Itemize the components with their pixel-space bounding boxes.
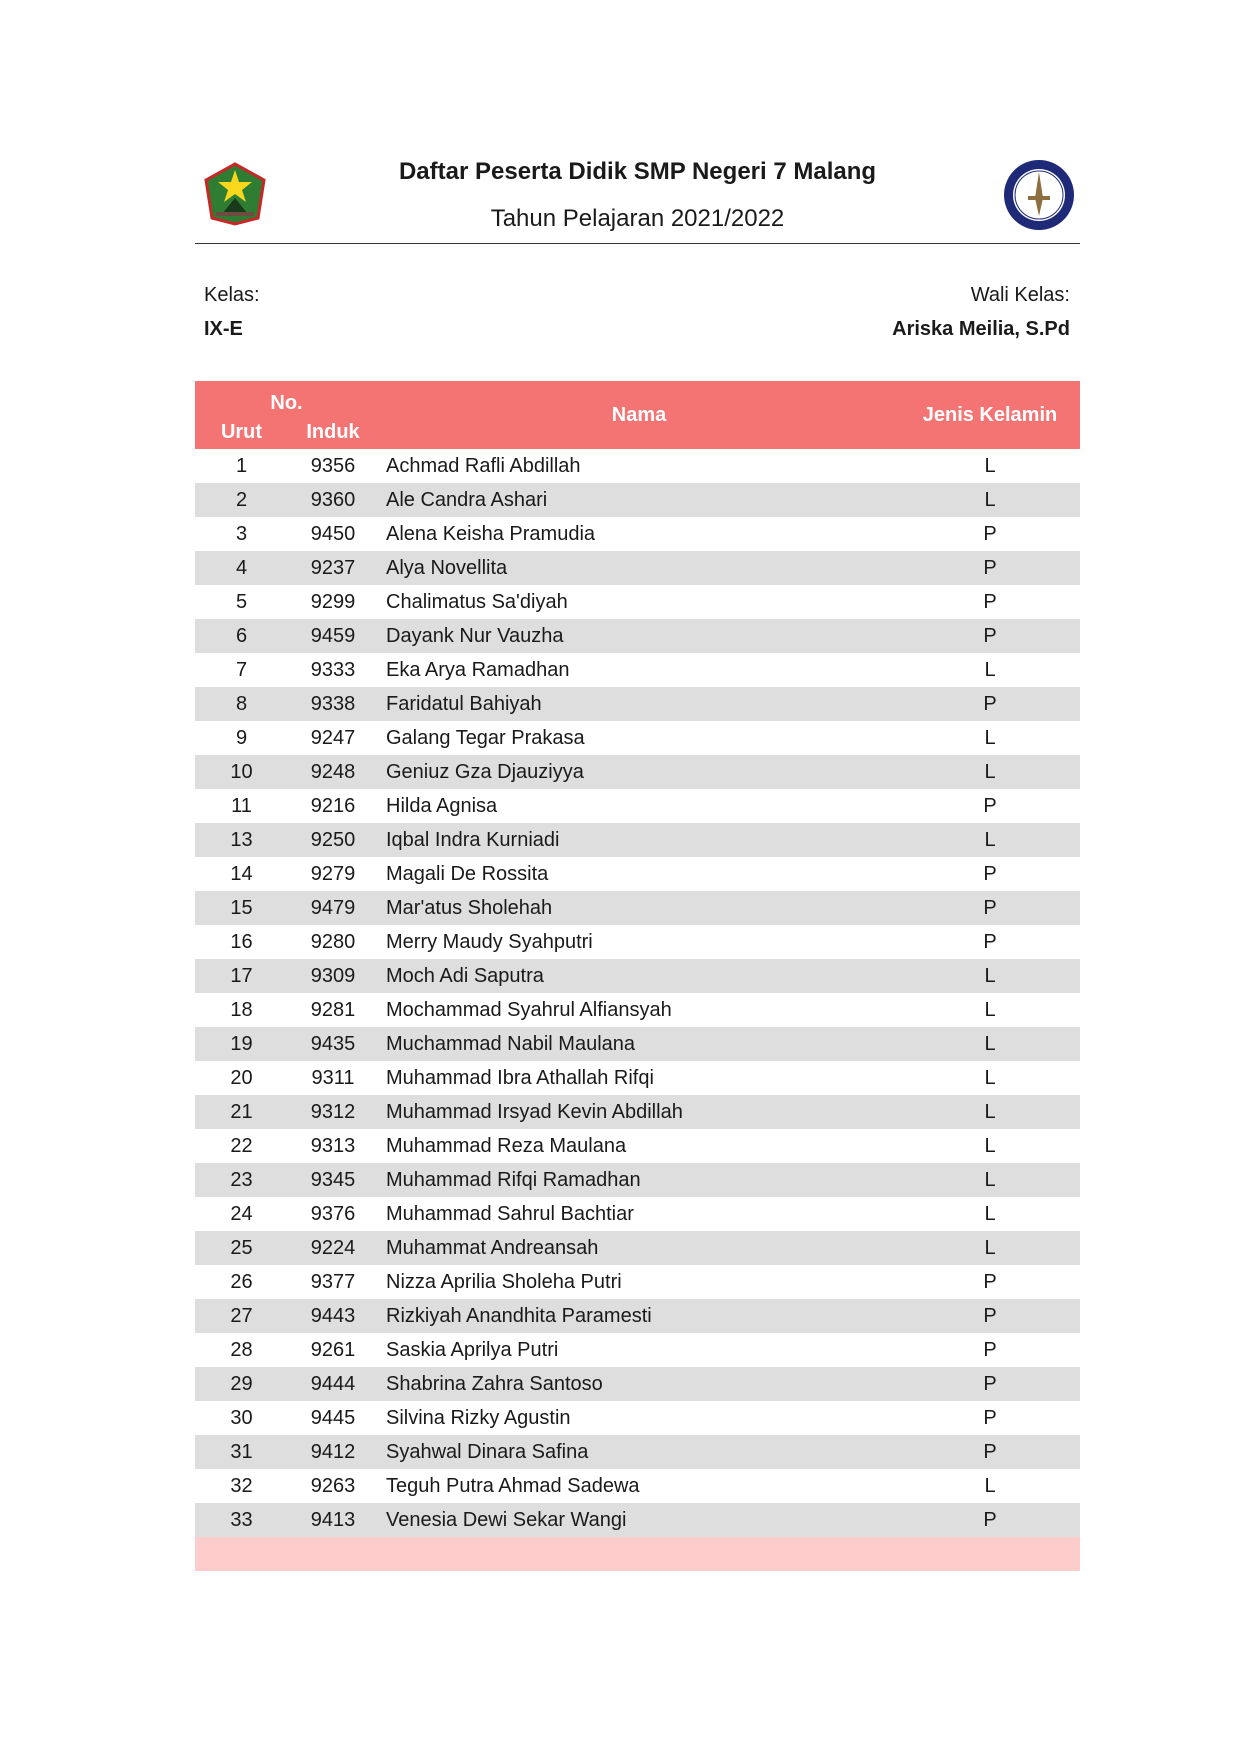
- table-row: [195, 1231, 1080, 1265]
- row-urut: 15: [195, 891, 288, 925]
- row-nama: Eka Arya Ramadhan: [386, 658, 570, 681]
- row-nama: Magali De Rossita: [386, 862, 549, 885]
- row-jenis-kelamin: P: [900, 1435, 1080, 1469]
- row-induk: 9356: [310, 454, 356, 477]
- row-urut: 11: [231, 794, 252, 817]
- row-urut: 1: [235, 454, 248, 477]
- row-jenis-kelamin: L: [900, 823, 1080, 857]
- row-nama: Alena Keisha Pramudia: [386, 522, 596, 545]
- row-induk: 9311: [311, 1066, 355, 1089]
- row-nama: Moch Adi Saputra: [378, 959, 900, 993]
- row-induk: 9412: [288, 1435, 378, 1469]
- row-jenis-kelamin: L: [900, 1163, 1080, 1197]
- row-nama: Syahwal Dinara Safina: [378, 1435, 900, 1469]
- row-jenis-kelamin: P: [983, 1338, 997, 1361]
- table-row: [195, 483, 1080, 517]
- table-row: [195, 585, 1080, 619]
- row-urut: 4: [195, 551, 288, 585]
- row-jenis-kelamin: L: [984, 1202, 996, 1225]
- table-row: [195, 993, 1080, 1027]
- column-header-induk: Induk: [288, 415, 378, 449]
- table-row: [195, 1197, 1080, 1231]
- student-table: [195, 381, 1080, 1571]
- row-induk: 9281: [310, 998, 356, 1021]
- row-induk: 9312: [288, 1095, 378, 1129]
- row-induk: 9413: [288, 1503, 378, 1537]
- row-induk: 9247: [310, 726, 356, 749]
- row-urut: 2: [195, 483, 288, 517]
- table-row: [195, 1469, 1080, 1503]
- table-row: [195, 755, 1080, 789]
- row-nama: Muhammat Andreansah: [378, 1231, 900, 1265]
- row-urut: 32: [230, 1474, 253, 1497]
- row-induk: 9376: [310, 1202, 356, 1225]
- row-nama: Muchammad Nabil Maulana: [378, 1027, 900, 1061]
- row-nama: Muhammad Rifqi Ramadhan: [378, 1163, 900, 1197]
- kelas-value: IX-E: [204, 318, 243, 340]
- table-row: [195, 721, 1080, 755]
- row-urut: 18: [230, 998, 253, 1021]
- row-jenis-kelamin: P: [983, 590, 997, 613]
- row-jenis-kelamin: L: [984, 998, 996, 1021]
- table-row: [195, 619, 1080, 653]
- table-row: [195, 1095, 1080, 1129]
- table-row: [195, 1265, 1080, 1299]
- row-jenis-kelamin: P: [983, 794, 997, 817]
- row-jenis-kelamin: L: [984, 454, 996, 477]
- row-induk: 9313: [310, 1134, 356, 1157]
- row-jenis-kelamin: L: [900, 755, 1080, 789]
- table-row: [195, 1027, 1080, 1061]
- row-induk: 9333: [310, 658, 356, 681]
- row-induk: 9248: [288, 755, 378, 789]
- row-urut: 8: [195, 687, 288, 721]
- row-urut: 16: [230, 930, 253, 953]
- row-urut: 10: [195, 755, 288, 789]
- table-row: [195, 449, 1080, 483]
- row-nama: Galang Tegar Prakasa: [386, 726, 585, 749]
- row-induk: 9309: [288, 959, 378, 993]
- row-induk: 9250: [288, 823, 378, 857]
- row-urut: 23: [195, 1163, 288, 1197]
- row-induk: 9299: [310, 590, 356, 613]
- row-induk: 9360: [288, 483, 378, 517]
- row-nama: Chalimatus Sa'diyah: [386, 590, 568, 613]
- table-row: [195, 551, 1080, 585]
- row-induk: 9479: [288, 891, 378, 925]
- row-nama: Iqbal Indra Kurniadi: [378, 823, 900, 857]
- row-nama: Alya Novellita: [378, 551, 900, 585]
- row-induk: 9338: [288, 687, 378, 721]
- row-urut: 5: [235, 590, 248, 613]
- table-footer-cell: [195, 1537, 1080, 1571]
- row-induk: 9261: [310, 1338, 356, 1361]
- row-urut: 26: [230, 1270, 253, 1293]
- row-jenis-kelamin: P: [983, 862, 997, 885]
- row-jenis-kelamin: P: [900, 551, 1080, 585]
- table-row: [195, 687, 1080, 721]
- row-urut: 29: [195, 1367, 288, 1401]
- row-nama: Mochammad Syahrul Alfiansyah: [386, 998, 672, 1021]
- row-jenis-kelamin: L: [900, 959, 1080, 993]
- row-jenis-kelamin: P: [900, 1367, 1080, 1401]
- row-urut: 30: [230, 1406, 253, 1429]
- header-divider: [195, 243, 1080, 244]
- table-body: [195, 449, 1080, 1571]
- row-nama: Dayank Nur Vauzha: [378, 619, 900, 653]
- row-jenis-kelamin: P: [900, 619, 1080, 653]
- table-row: [195, 1061, 1080, 1095]
- row-nama: Teguh Putra Ahmad Sadewa: [386, 1474, 640, 1497]
- row-jenis-kelamin: P: [983, 1406, 997, 1429]
- column-header-no: No.: [195, 381, 378, 415]
- row-nama: Shabrina Zahra Santoso: [378, 1367, 900, 1401]
- column-header-jenis-kelamin: Jenis Kelamin: [900, 381, 1080, 449]
- row-nama: Geniuz Gza Djauziyya: [378, 755, 900, 789]
- row-urut: 27: [195, 1299, 288, 1333]
- wali-kelas-value: Ariska Meilia, S.Pd: [892, 318, 1070, 340]
- row-jenis-kelamin: L: [900, 1027, 1080, 1061]
- row-nama: Hilda Agnisa: [386, 794, 498, 817]
- table-row: [195, 959, 1080, 993]
- row-urut: 22: [230, 1134, 253, 1157]
- row-urut: 21: [195, 1095, 288, 1129]
- row-nama: Nizza Aprilia Sholeha Putri: [386, 1270, 622, 1293]
- row-urut: 24: [230, 1202, 253, 1225]
- row-urut: 9: [235, 726, 248, 749]
- row-nama: Muhammad Irsyad Kevin Abdillah: [378, 1095, 900, 1129]
- row-jenis-kelamin: L: [984, 1066, 996, 1089]
- table-row: [195, 891, 1080, 925]
- document-header: [195, 150, 1080, 244]
- row-induk: 9279: [310, 862, 356, 885]
- table-row: [195, 1503, 1080, 1537]
- row-jenis-kelamin: P: [900, 1299, 1080, 1333]
- table-row: [195, 1435, 1080, 1469]
- table-row: [195, 1367, 1080, 1401]
- row-jenis-kelamin: P: [983, 1270, 997, 1293]
- row-urut: 25: [195, 1231, 288, 1265]
- row-urut: 31: [195, 1435, 288, 1469]
- row-jenis-kelamin: L: [984, 726, 996, 749]
- row-jenis-kelamin: P: [900, 891, 1080, 925]
- table-row: [195, 789, 1080, 823]
- row-jenis-kelamin: P: [900, 1503, 1080, 1537]
- row-nama: Muhammad Reza Maulana: [386, 1134, 627, 1157]
- table-row: [195, 823, 1080, 857]
- row-jenis-kelamin: L: [984, 1134, 996, 1157]
- table-row: [195, 1401, 1080, 1435]
- row-nama: Achmad Rafli Abdillah: [386, 454, 581, 477]
- row-urut: 7: [235, 658, 248, 681]
- row-jenis-kelamin: L: [984, 658, 996, 681]
- table-row: [195, 857, 1080, 891]
- row-urut: 17: [195, 959, 288, 993]
- table-row: [195, 517, 1080, 551]
- table-row: [195, 1333, 1080, 1367]
- row-induk: 9445: [310, 1406, 356, 1429]
- row-nama: Muhammad Sahrul Bachtiar: [386, 1202, 634, 1225]
- page-title: Daftar Peserta Didik SMP Negeri 7 Malang: [398, 158, 877, 185]
- table-row: [195, 1163, 1080, 1197]
- row-induk: 9280: [310, 930, 356, 953]
- row-nama: Silvina Rizky Agustin: [386, 1406, 571, 1429]
- row-jenis-kelamin: L: [900, 1231, 1080, 1265]
- table-header: [195, 381, 1080, 449]
- row-nama: Saskia Aprilya Putri: [386, 1338, 559, 1361]
- row-induk: 9237: [288, 551, 378, 585]
- row-nama: Muhammad Ibra Athallah Rifqi: [386, 1066, 654, 1089]
- row-urut: 3: [235, 522, 248, 545]
- row-induk: 9224: [288, 1231, 378, 1265]
- row-urut: 13: [195, 823, 288, 857]
- wali-kelas-label: Wali Kelas:: [970, 284, 1070, 306]
- column-header-nama: Nama: [378, 381, 900, 449]
- table-row: [195, 925, 1080, 959]
- row-urut: 19: [195, 1027, 288, 1061]
- row-nama: Mar'atus Sholehah: [378, 891, 900, 925]
- row-nama: Merry Maudy Syahputri: [386, 930, 593, 953]
- row-nama: Faridatul Bahiyah: [378, 687, 900, 721]
- kelas-label: Kelas:: [204, 284, 260, 306]
- row-induk: 9435: [288, 1027, 378, 1061]
- row-jenis-kelamin: L: [984, 1474, 996, 1497]
- row-nama: Rizkiyah Anandhita Paramesti: [378, 1299, 900, 1333]
- row-induk: 9450: [310, 522, 356, 545]
- row-induk: 9377: [310, 1270, 356, 1293]
- row-jenis-kelamin: P: [983, 522, 997, 545]
- table-row: [195, 1129, 1080, 1163]
- row-jenis-kelamin: L: [900, 483, 1080, 517]
- column-header-urut: Urut: [195, 415, 288, 449]
- row-induk: 9263: [310, 1474, 356, 1497]
- row-induk: 9444: [288, 1367, 378, 1401]
- school-seal-icon: [1002, 158, 1076, 232]
- row-urut: 14: [230, 862, 253, 885]
- row-jenis-kelamin: L: [900, 1095, 1080, 1129]
- row-induk: 9216: [310, 794, 356, 817]
- row-nama: Ale Candra Ashari: [378, 483, 900, 517]
- row-urut: 6: [195, 619, 288, 653]
- row-induk: 9345: [288, 1163, 378, 1197]
- row-nama: Venesia Dewi Sekar Wangi: [378, 1503, 900, 1537]
- table-row: [195, 653, 1080, 687]
- row-urut: 33: [195, 1503, 288, 1537]
- row-induk: 9459: [288, 619, 378, 653]
- table-row: [195, 1299, 1080, 1333]
- row-induk: 9443: [288, 1299, 378, 1333]
- row-urut: 20: [230, 1066, 253, 1089]
- row-urut: 28: [230, 1338, 253, 1361]
- page-subtitle: Tahun Pelajaran 2021/2022: [490, 205, 785, 232]
- row-jenis-kelamin: P: [983, 930, 997, 953]
- row-jenis-kelamin: P: [900, 687, 1080, 721]
- table-footer-row: [195, 1537, 1080, 1571]
